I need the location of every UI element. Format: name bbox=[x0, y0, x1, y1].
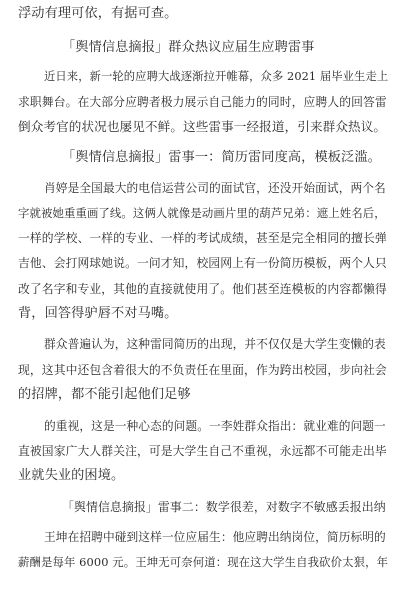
text-line: 群众普遍认为，这种雷同简历的出现，并不仅仅是大学生变懒的表 bbox=[44, 337, 386, 351]
text-line: 的招牌，都不能引起他们足够 bbox=[18, 387, 191, 402]
text-line: 业就失业的困境。 bbox=[18, 468, 125, 483]
section-heading: 「舆情信息摘报」雷事一：简历雷同度高，模板泛滥。 bbox=[62, 150, 381, 165]
text-line: 改了名字和专业，其他的直接就使用了。他们甚至连模板的内容都懒得 bbox=[18, 282, 387, 296]
text-line: 求职舞台。在大部分应聘者极力展示自己能力的同时，应聘人的回答雷 bbox=[18, 95, 387, 109]
text-line: 直被国家广大人群关注，可是大学生自己不重视，永远都不可能走出毕 bbox=[18, 444, 387, 458]
text-line: 浮动有理可依，有据可查。 bbox=[18, 6, 178, 21]
text-line: 背，回答得驴唇不对马嘴。 bbox=[18, 306, 178, 321]
text-line: 字就被她重重画了线。这俩人就像是动画片里的葫芦兄弟：遮上姓名后， bbox=[18, 206, 386, 220]
text-line: 肖婷是全国最大的电信运营公司的面试官，还没开始面试，两个名 bbox=[44, 181, 386, 195]
text-line: 薪酬是每年 6000 元。王坤无可奈何道：现在这大学生自我砍价太狠，年 bbox=[18, 555, 389, 569]
section-heading: 「舆情信息摘报」雷事二：数学很差，对数字不敏感丢报出纳 bbox=[62, 500, 386, 514]
text-line: 倒众考官的状况也屡见不鲜。这些雷事一经报道，引来群众热议。 bbox=[18, 119, 387, 134]
text-line: 的重视，这是一种心态的问题。一李姓群众指出：就业难的问题一 bbox=[44, 419, 386, 433]
text-line: 近日来，新一轮的应聘大战逐渐拉开帷幕，众多 2021 届毕业生走上 bbox=[44, 70, 389, 83]
text-line: 现，这其中还包含着很大的不负责任在里面，作为跨出校园，步向社会 bbox=[18, 363, 387, 377]
section-heading: 「舆情信息摘报」群众热议应届生应聘雷事 bbox=[62, 40, 315, 55]
text-line: 一样的学校、一样的专业、一样的考试成绩，甚至是完全相同的擅长弹 bbox=[18, 231, 387, 245]
text-line: 吉他、会打网球她说。一问才知，校园网上有一份简历模板，两个人只 bbox=[18, 256, 387, 270]
text-line: 王坤在招聘中碰到这样一位应届生：他应聘出纳岗位，简历标明的 bbox=[44, 530, 386, 544]
